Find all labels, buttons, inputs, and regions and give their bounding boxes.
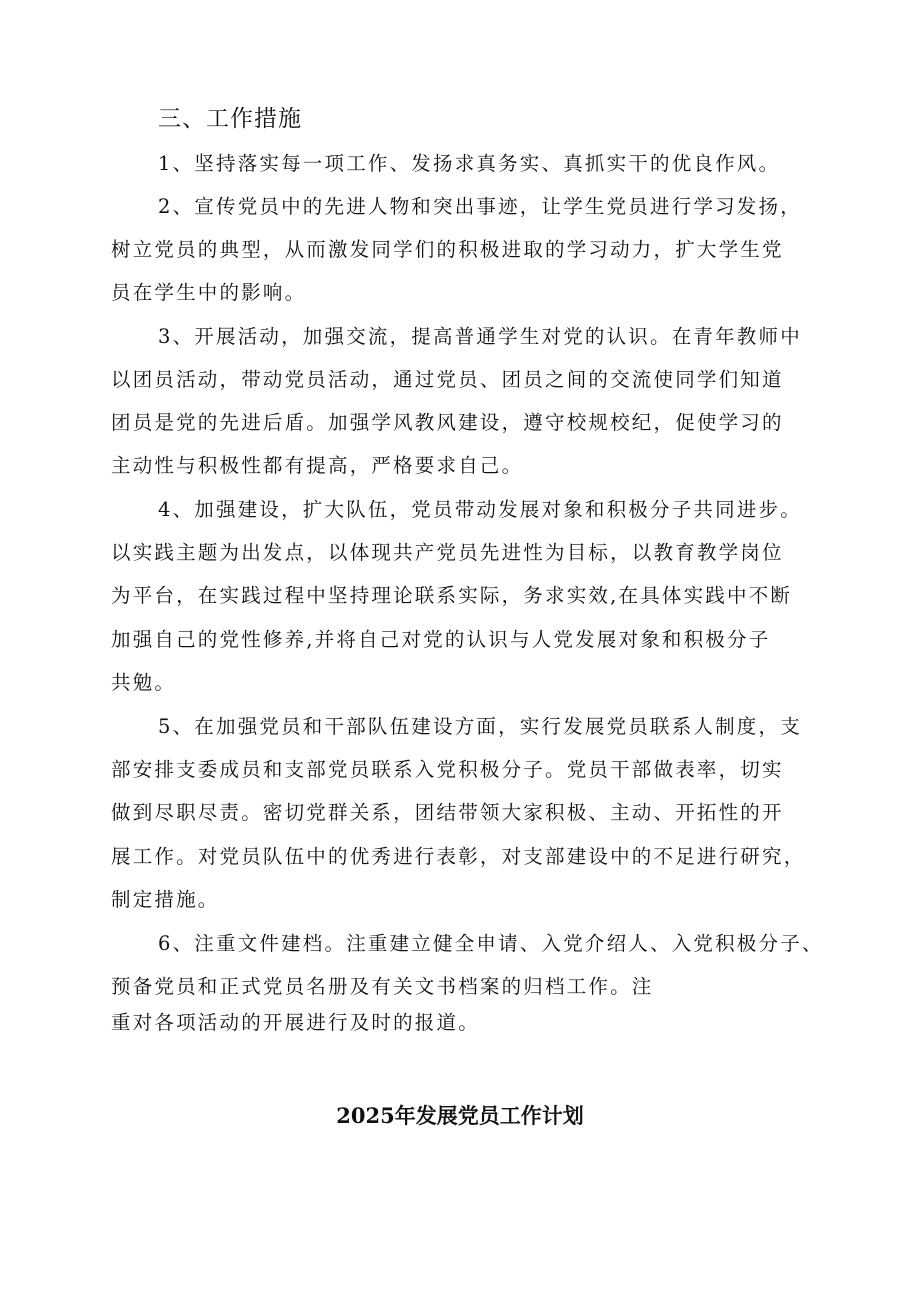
body-line: 1、坚持落实每一项工作、发扬求真务实、真抓实干的优良作风。 <box>158 152 781 175</box>
body-line: 树立党员的典型，从而激发同学们的积极进取的学习动力，扩大学生党 <box>111 238 784 261</box>
body-line: 3、开展活动，加强交流，提高普通学生对党的认识。在青年教师中 <box>158 325 802 348</box>
body-line: 以实践主题为出发点，以体现共产党员先进性为目标，以教育教学岗位 <box>111 541 784 564</box>
body-line: 2、宣传党员中的先进人物和突出事迹，让学生党员进行学习发扬， <box>158 195 802 218</box>
body-line: 共勉。 <box>111 671 177 694</box>
body-line: 重对各项活动的开展进行及时的报道。 <box>111 1011 480 1034</box>
body-line: 预备党员和正式党员名册及有关文书档案的归档工作。注 <box>111 975 654 998</box>
body-line: 团员是党的先进后盾。加强学风教风建设，遵守校规校纪，促使学习的 <box>111 411 784 434</box>
body-line: 部安排支委成员和支部党员联系入党积极分子。党员干部做表率，切实 <box>111 758 784 781</box>
section-heading: 三、工作措施 <box>158 106 302 132</box>
body-line: 做到尽职尽责。密切党群关系，团结带领大家积极、主动、开拓性的开 <box>111 801 784 824</box>
body-line: 展工作。对党员队伍中的优秀进行表彰，对支部建设中的不足进行研究， <box>111 845 806 868</box>
body-line: 以团员活动，带动党员活动，通过党员、团员之间的交流使同学们知道 <box>111 368 784 391</box>
body-line: 制定措施。 <box>111 888 220 911</box>
body-line: 6、注重文件建档。注重建立健全申请、入党介绍人、入党积极分子、 <box>158 932 824 955</box>
body-line: 为平台，在实践过程中坚持理论联系实际，务求实效,在具体实践中不断 <box>111 584 793 607</box>
body-line: 4、加强建设，扩大队伍，党员带动发展对象和积极分子共同进步。 <box>158 498 802 521</box>
body-line: 员在学生中的影响。 <box>111 281 307 304</box>
body-line: 主动性与积极性都有提高，严格要求自己。 <box>111 454 524 477</box>
body-line: 加强自己的党性修养,并将自己对党的认识与人党发展对象和积极分子 <box>111 628 771 651</box>
document-title: 2025年发展党员工作计划 <box>336 1103 584 1128</box>
body-line: 5、在加强党员和干部队伍建设方面，实行发展党员联系人制度，支 <box>158 715 802 738</box>
